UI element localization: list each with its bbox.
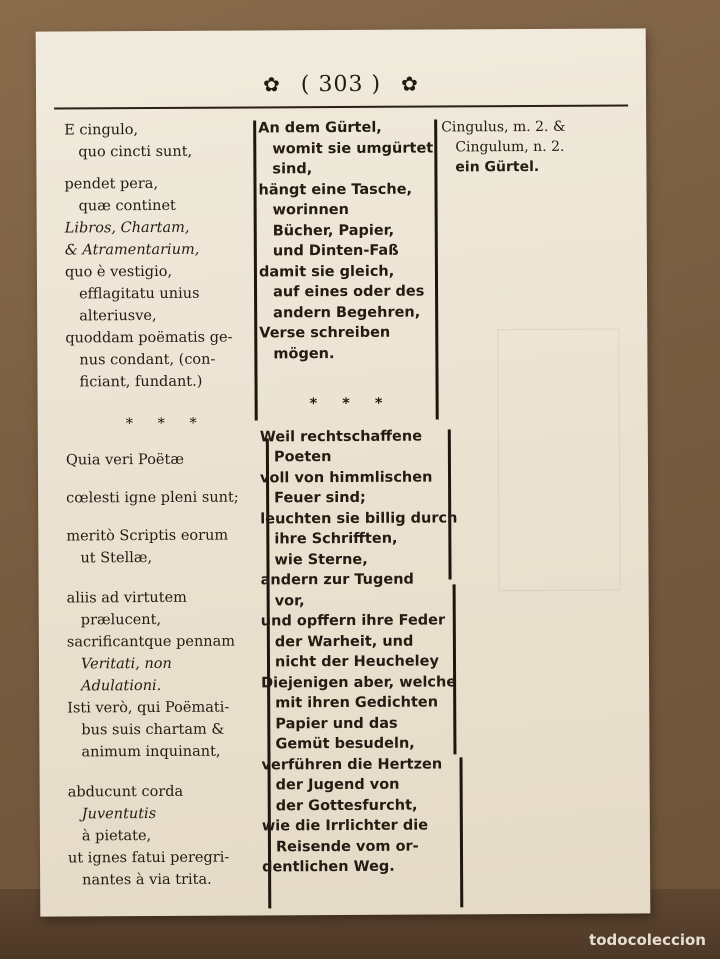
latin-line: quoddam poëmatis ge- (65, 329, 233, 347)
german-line: mit ihren Gedichten (275, 694, 439, 712)
latin-line: aliis ad virtutem (66, 589, 187, 607)
german-line: Gemüt besudeln, (275, 735, 415, 753)
german-line: der Jugend von (275, 776, 400, 794)
german-line: worinnen (272, 201, 349, 219)
german-line: wie Sterne, (274, 551, 368, 568)
latin-line: ut ignes fatui peregri- (67, 849, 230, 867)
faded-show-through (497, 329, 620, 592)
page-header (36, 70, 646, 98)
latin-line: quæ continet (78, 197, 176, 215)
latin-line: Quia veri Poëtæ (65, 451, 184, 469)
latin-line: nus condant, (con- (79, 351, 216, 369)
latin-line: ut Stellæ, (80, 550, 153, 567)
watermark-logo: todocoleccion (589, 931, 706, 949)
german-line: auf eines oder des (273, 283, 425, 301)
latin-line: pendet pera, (64, 175, 159, 193)
german-line: leuchten sie billig durch (260, 509, 458, 527)
german-line: dentlichen Weg. (262, 858, 395, 876)
lexicon-line: Cingulum, n. 2. (455, 138, 565, 156)
german-line: wie die Irrlichter die (261, 817, 429, 835)
latin-line: quo è vestigio, (64, 263, 173, 281)
german-line: ihre Schrifften, (274, 530, 398, 548)
latin-line: Veritati, non (80, 655, 172, 673)
latin-line: alteriusve, (79, 307, 157, 325)
german-line: nicht der Heucheley (274, 653, 439, 671)
latin-line: abducunt corda (67, 783, 184, 801)
german-line: verführen die Hertzen (261, 755, 443, 773)
page-number: ( 303 ) (300, 71, 382, 98)
german-line: womit sie umgürtet (272, 140, 434, 157)
latin-line: Libros, Chartam, (64, 219, 190, 237)
german-line: und Dinten-Faß (272, 242, 399, 260)
ornament-right-icon: ✿ (400, 71, 419, 96)
german-line: Weil rechtschaffene (259, 428, 423, 445)
german-column (258, 117, 472, 878)
header-rule (54, 105, 628, 110)
latin-column (64, 118, 273, 891)
latin-line: prælucent, (80, 611, 162, 629)
latin-line: sacrificantque pennam (66, 633, 236, 651)
german-line: Poeten (273, 449, 332, 466)
latin-line: Adulationi. (81, 677, 162, 695)
latin-line: à pietate, (81, 828, 152, 845)
lexicon-line: Cingulus, m. 2. & (441, 118, 566, 136)
latin-line: animum inquinant, (81, 743, 221, 761)
latin-line: Isti verò, qui Poëmati- (67, 699, 230, 717)
german-line: Verse schreiben (259, 324, 391, 342)
lexicon-column (441, 116, 631, 177)
german-line: voll von himmlischen (259, 469, 433, 486)
german-line: Diejenigen aber, welche (261, 673, 457, 691)
german-line: und opffern ihre Feder (260, 612, 446, 630)
latin-line: quo cincti sunt, (78, 143, 193, 161)
latin-line: nantes à via trita. (82, 871, 212, 889)
german-line: der Warheit, und (274, 633, 414, 650)
german-line: Reisende vom or- (275, 838, 419, 855)
section-stars: * * * (309, 395, 393, 413)
book-page (36, 28, 651, 916)
german-line: Feuer sind; (274, 489, 366, 507)
german-line: vor, (274, 592, 305, 609)
latin-line: & Atramentarium, (64, 241, 200, 259)
german-line: Papier und das (275, 715, 398, 732)
german-line: Bücher, Papier, (272, 222, 395, 239)
german-line: hängt eine Tasche, (258, 181, 413, 198)
german-line: sind, (272, 161, 313, 178)
german-line: andern Begehren, (273, 304, 421, 321)
latin-line: ficiant, fundant.) (79, 373, 203, 391)
latin-line: bus suis chartam & (81, 721, 225, 739)
german-line: der Gottesfurcht, (275, 797, 418, 814)
ornament-left-icon: ✿ (263, 72, 281, 97)
section-stars: * * * (125, 415, 207, 433)
german-line: damit sie gleich, (258, 263, 395, 280)
german-line: andern zur Tugend (260, 571, 414, 589)
german-line: An dem Gürtel, (258, 119, 382, 137)
latin-line: Juventutis (81, 805, 157, 823)
german-line: mögen. (273, 345, 335, 362)
latin-line: meritò Scriptis eorum (66, 527, 229, 545)
latin-line: E cingulo, (64, 122, 139, 139)
lexicon-line: ein Gürtel. (455, 158, 540, 176)
latin-line: cœlesti igne pleni sunt; (66, 489, 239, 507)
latin-line: efflagitatu unius (79, 285, 200, 303)
